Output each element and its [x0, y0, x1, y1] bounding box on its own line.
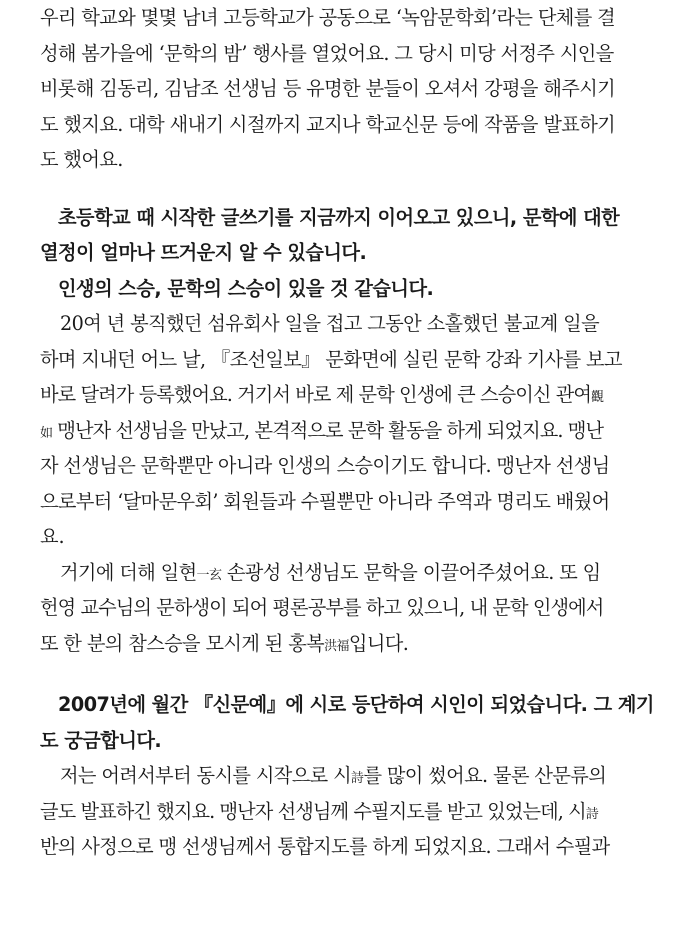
- question-line: 초등학교 때 시작한 글쓰기를 지금까지 이어오고 있으니, 문학에 대한: [58, 205, 620, 229]
- text-segment: 입니다.: [348, 631, 409, 655]
- hanja-annotation: 洪福: [324, 638, 349, 654]
- text-line: 도 했지요. 대학 새내기 시절까지 교지나 학교신문 등에 작품을 발표하기: [40, 112, 616, 136]
- text-segment: 바로 달려가 등록했어요. 거기서 바로 제 문학 인생에 큰 스승이신 관여: [40, 383, 591, 406]
- hanja-annotation: 詩: [585, 806, 598, 822]
- text-segment: 또 한 분의 참스승을 모시게 된 홍복: [40, 631, 325, 655]
- hanja-annotation: 詩: [351, 771, 364, 786]
- text-line: 요.: [40, 525, 65, 548]
- question-line: 2007년에 월간 『신문예』에 시로 등단하여 시인이 되었습니다. 그 계기: [58, 693, 654, 716]
- text-line: [40, 758, 666, 794]
- text-segment: 저는 어려서부터 동시를 시작으로 시: [60, 764, 352, 787]
- text-segment: 를 많이 썼어요. 물론 산문류의: [363, 764, 607, 787]
- text-line: [40, 626, 666, 662]
- text-segment: 거기에 더해 일현: [60, 560, 197, 584]
- text-line: [40, 794, 666, 830]
- text-line: 헌영 교수님의 문하생이 되어 평론공부를 하고 있으니, 내 문학 인생에서: [40, 596, 604, 619]
- interview-question: [40, 687, 666, 758]
- text-line: 성해 봄가을에 ‘문학의 밤’ 행사를 열었어요. 그 당시 미당 서정주 시인을: [40, 41, 614, 65]
- hanja-annotation: 一玄: [196, 567, 222, 583]
- hanja-annotation: 觀: [590, 390, 604, 405]
- text-segment: 글도 발표하긴 했지요. 맹난자 선생님께 수필지도를 받고 있었는데, 시: [40, 799, 586, 823]
- text-line: 으로부터 ‘달마문우회’ 회원들과 수필뿐만 아니라 주역과 명리도 배웠어: [40, 489, 610, 513]
- text-line: 하며 지내던 어느 날, 『조선일보』 문화면에 실린 문학 강좌 기사를 보고: [40, 347, 622, 371]
- text-line: 도 했어요.: [40, 148, 123, 171]
- hanja-annotation: 如: [40, 425, 53, 441]
- text-line: 우리 학교와 몇몇 남녀 고등학교가 공동으로 ‘녹암문학회’라는 단체를 결: [40, 6, 616, 29]
- body-paragraph: [40, 555, 666, 662]
- text-line: 20여 년 봉직했던 섬유회사 일을 접고 그동안 소홀했던 불교계 일을: [60, 312, 600, 335]
- question-line: 인생의 스승, 문학의 스승이 있을 것 같습니다.: [58, 276, 434, 300]
- text-line: [40, 555, 666, 591]
- text-line: [40, 377, 666, 413]
- document-page: [40, 0, 666, 865]
- body-paragraph: [40, 306, 666, 555]
- body-paragraph: [40, 758, 666, 865]
- body-paragraph: [40, 0, 666, 178]
- question-line: 도 궁금합니다.: [40, 728, 162, 752]
- text-segment: 손광성 선생님도 문학을 이끌어주셨어요. 또 임: [221, 560, 601, 584]
- text-line: 비롯해 김동리, 김남조 선생님 등 유명한 분들이 오셔서 강평을 해주시기: [40, 77, 616, 100]
- text-line: 자 선생님은 문학뿐만 아니라 인생의 스승이기도 합니다. 맹난자 선생님: [40, 454, 610, 477]
- text-line: [40, 413, 666, 449]
- text-segment: 맹난자 선생님을 만났고, 본격적으로 문학 활동을 하게 되었지요. 맹난: [57, 418, 604, 442]
- interview-question: [40, 200, 666, 307]
- text-line: 반의 사정으로 맹 선생님께서 통합지도를 하게 되었지요. 그래서 수필과: [40, 835, 610, 858]
- question-line: 열정이 얼마나 뜨거운지 알 수 있습니다.: [40, 241, 367, 264]
